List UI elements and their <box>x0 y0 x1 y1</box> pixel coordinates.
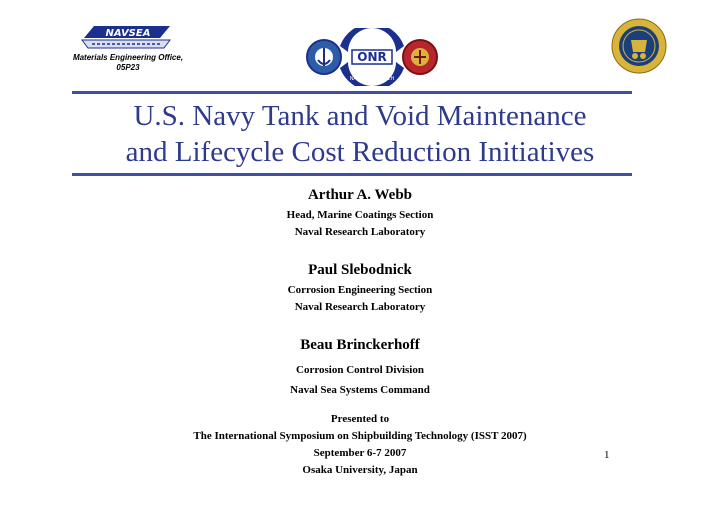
office-line-1: Materials Engineering Office, <box>72 53 184 62</box>
onr-ring-top-text: OFFICE OF <box>356 38 388 45</box>
navsea-logo <box>80 24 174 52</box>
title-line-1: U.S. Navy Tank and Void Maintenance <box>133 100 587 132</box>
title-top-rule <box>72 91 632 94</box>
author-block-brinckerhoff <box>100 336 620 400</box>
title-bottom-rule <box>72 173 632 176</box>
author-affiliation: Naval Sea Systems Command <box>290 384 430 396</box>
author-block-slebodnick <box>100 261 620 316</box>
office-label <box>58 53 198 73</box>
ship-society-seal <box>611 18 667 74</box>
author-affiliation: Naval Research Laboratory <box>294 226 426 238</box>
office-line-2: 05P23 <box>116 63 140 72</box>
author-affiliation: Head, Marine Coatings Section <box>286 209 434 221</box>
author-affiliation: Corrosion Engineering Section <box>287 284 433 296</box>
author-affiliation: Corrosion Control Division <box>296 364 424 376</box>
navsea-logo-text: NAVSEA <box>105 28 151 39</box>
location-text: Osaka University, Japan <box>302 464 418 476</box>
onr-ring-bottom-text: NAVAL RESEARCH <box>349 76 395 82</box>
onr-logo-text: ONR <box>357 50 387 64</box>
presented-to-label: Presented to <box>330 413 390 425</box>
page-number: 1 <box>604 449 610 461</box>
venue-text: The International Symposium on Shipbuilding Technology (ISST 2007) <box>193 430 527 442</box>
author-affiliation: Naval Research Laboratory <box>294 301 426 313</box>
presentation-info <box>60 411 660 479</box>
slide-title <box>40 98 680 170</box>
author-name: Arthur A. Webb <box>307 187 413 203</box>
title-line-2: and Lifecycle Cost Reduction Initiatives <box>125 136 595 168</box>
author-name: Beau Brinckerhoff <box>300 337 420 353</box>
author-name: Paul Slebodnick <box>308 262 412 278</box>
onr-logo <box>300 28 444 86</box>
dates-text: September 6-7 2007 <box>313 447 407 459</box>
author-block-webb <box>100 186 620 241</box>
